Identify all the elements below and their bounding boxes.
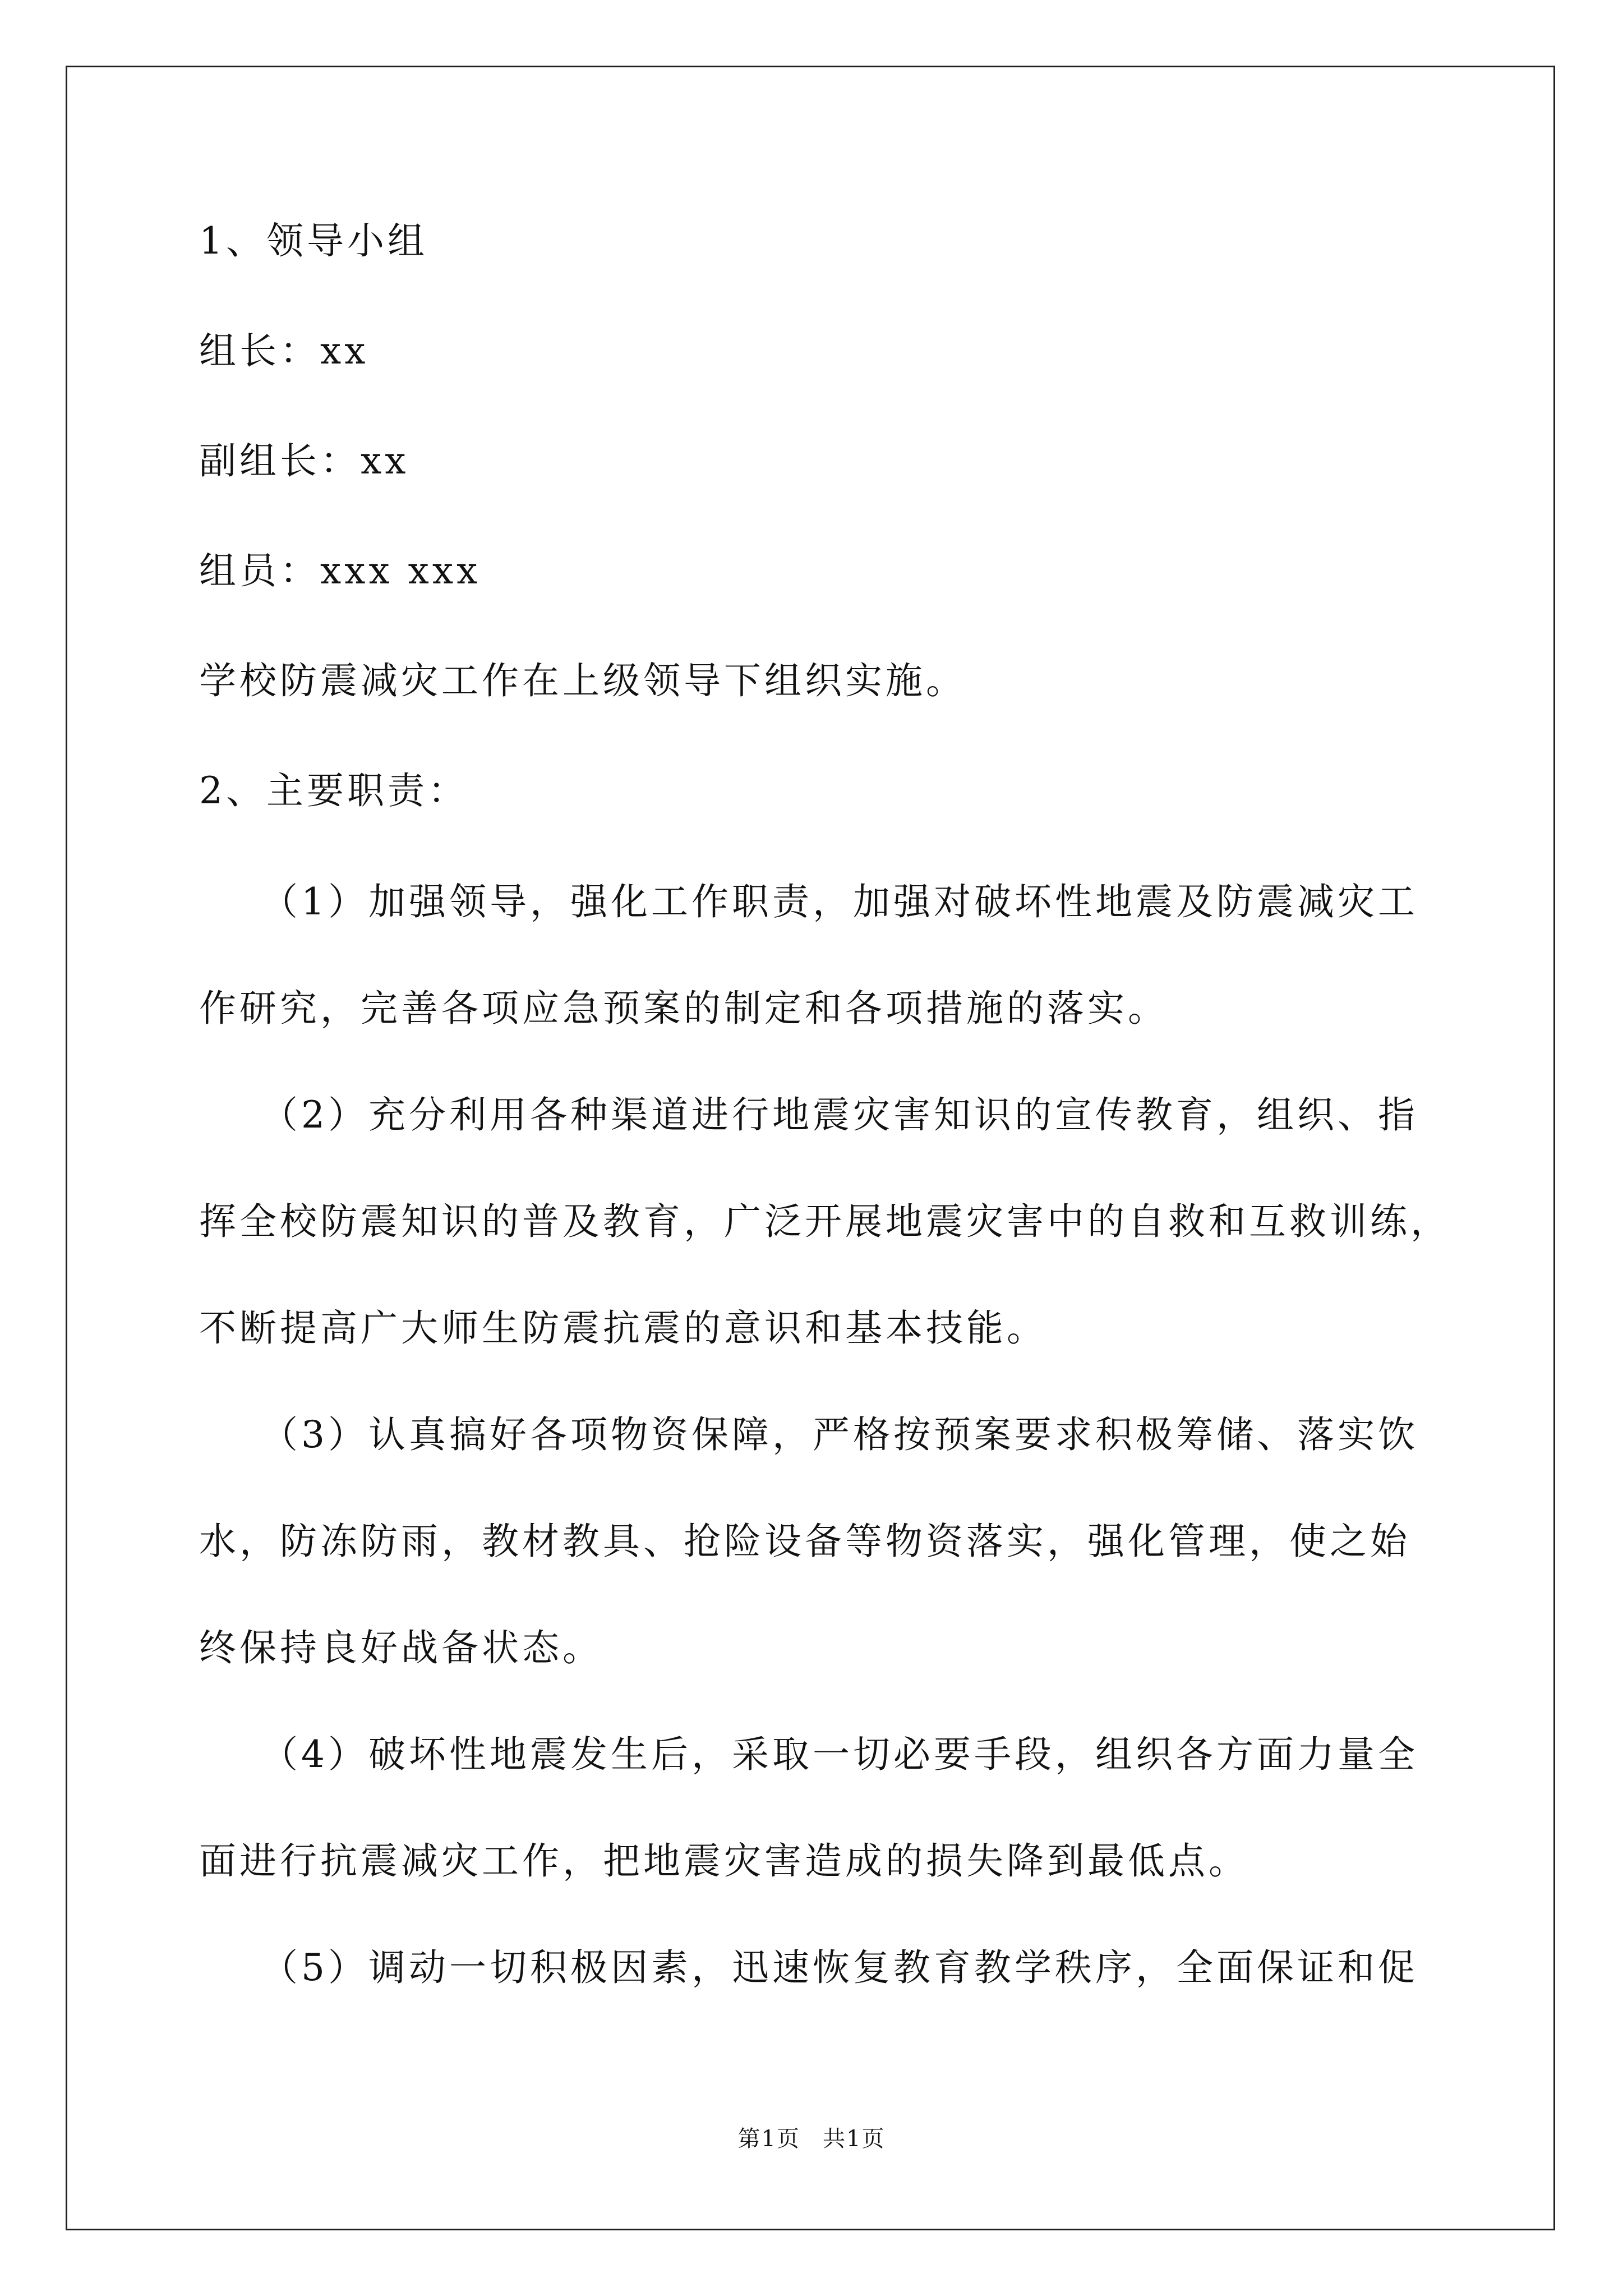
duty-3-line-2: 水，防冻防雨，教材教具、抢险设备等物资落实，强化管理，使之始 bbox=[199, 1520, 1410, 1563]
section-heading-leadership-group: 1、领导小组 bbox=[199, 219, 428, 263]
duty-2-line-3: 不断提高广大师生防震抗震的意识和基本技能。 bbox=[199, 1306, 1047, 1350]
page-footer bbox=[0, 2122, 1623, 2156]
duty-4-line-2: 面进行抗震减灾工作，把地震灾害造成的损失降到最低点。 bbox=[199, 1839, 1249, 1883]
members-line: 组员：xxx xxx bbox=[199, 549, 481, 592]
duty-2-line-1: （2）充分利用各种渠道进行地震灾害知识的宣传教育，组织、指 bbox=[261, 1093, 1418, 1137]
duty-3-line-1: （3）认真搞好各项物资保障，严格按预案要求积极筹储、落实饮 bbox=[261, 1413, 1418, 1456]
group-leader-line: 组长：xx bbox=[199, 329, 369, 372]
page-border bbox=[66, 66, 1555, 2230]
duty-4-line-1: （4）破坏性地震发生后，采取一切必要手段，组织各方面力量全 bbox=[261, 1733, 1418, 1776]
page-number-total: 共1页 bbox=[823, 2126, 886, 2152]
duty-2-line-2: 挥全校防震知识的普及教育，广泛开展地震灾害中的自救和互救训练， bbox=[199, 1200, 1451, 1243]
page-number-current: 第1页 bbox=[737, 2126, 800, 2152]
duty-5-line-1: （5）调动一切积极因素，迅速恢复教育教学秩序，全面保证和促 bbox=[261, 1946, 1418, 1989]
duty-1-line-1: （1）加强领导，强化工作职责，加强对破坏性地震及防震减灾工 bbox=[261, 880, 1418, 923]
deputy-leader-line: 副组长：xx bbox=[199, 439, 409, 482]
section-heading-duties: 2、主要职责： bbox=[199, 769, 468, 812]
implementation-statement: 学校防震减灾工作在上级领导下组织实施。 bbox=[199, 659, 966, 702]
duty-1-line-2: 作研究，完善各项应急预案的制定和各项措施的落实。 bbox=[199, 987, 1168, 1030]
duty-3-line-3: 终保持良好战备状态。 bbox=[199, 1626, 603, 1669]
